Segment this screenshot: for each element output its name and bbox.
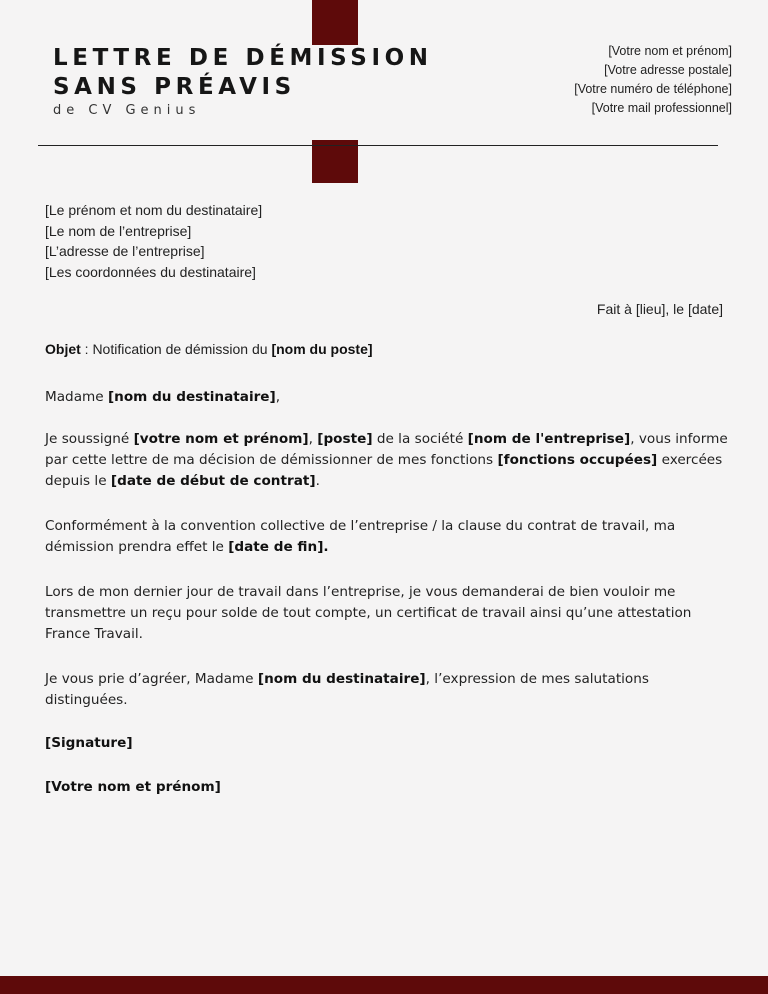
paragraph-resignation	[45, 429, 735, 492]
signature	[45, 733, 735, 754]
signer-name-label: [Votre nom et prénom]	[45, 779, 221, 795]
p1-text: Je soussigné	[45, 431, 134, 447]
recipient-block	[45, 200, 262, 282]
p1-text: ,	[308, 431, 318, 447]
p1-position: [poste]	[317, 431, 373, 447]
sender-address: [Votre adresse postale]	[604, 63, 732, 77]
signature-label: [Signature]	[45, 735, 133, 751]
subject-label: Objet	[45, 341, 81, 357]
p1-text: exercées depuis le	[45, 452, 723, 489]
bottom-accent-bar	[0, 976, 768, 994]
sender-email: [Votre mail professionnel]	[591, 101, 732, 115]
recipient-name: [Le prénom et nom du destinataire]	[45, 202, 263, 218]
subject-position: [nom du poste]	[271, 341, 373, 357]
sender-phone: [Votre numéro de téléphone]	[574, 82, 732, 96]
title-line-1: LETTRE DE DÉMISSION	[53, 45, 433, 71]
sender-block	[574, 42, 732, 118]
signer-name	[45, 777, 735, 798]
p1-text: , vous informe par cette lettre de ma décision de démissionner de mes fonctions	[45, 431, 728, 468]
p1-start-date: [date de début de contrat]	[110, 473, 316, 489]
paragraph-documents: Lors de mon dernier jour de travail dans l’entreprise, je vous demanderai de bien vouloir me transmettre un reçu pour solde de tout compte, un certificat de travail ainsi qu’une attestation France Travail.	[45, 584, 692, 642]
greeting-end: ,	[275, 389, 281, 405]
p1-functions: [fonctions occupées]	[497, 452, 658, 468]
subject-text: : Notification de démission du	[80, 341, 272, 357]
document-subtitle: de CV Genius	[53, 103, 201, 118]
closing-text: , l’expression de mes salutations distinguées.	[45, 671, 649, 708]
recipient-company: [Le nom de l’entreprise]	[45, 222, 192, 239]
title-line-2: SANS PRÉAVIS	[53, 74, 296, 100]
recipient-contact: [Les coordonnées du destinataire]	[45, 263, 256, 280]
p1-text: .	[315, 473, 320, 489]
document-title	[53, 44, 433, 102]
greeting	[45, 387, 735, 408]
header-divider	[38, 145, 718, 146]
top-accent-block	[312, 0, 358, 45]
sender-name: [Votre nom et prénom]	[608, 44, 732, 58]
greeting-recipient: [nom du destinataire]	[107, 389, 276, 405]
p1-company: [nom de l'entreprise]	[467, 431, 631, 447]
closing-text: Je vous prie d’agréer, Madame	[45, 671, 258, 687]
closing-recipient: [nom du destinataire]	[257, 671, 426, 687]
middle-accent-block	[312, 140, 358, 183]
place-and-date: Fait à [lieu], le [date]	[596, 301, 723, 317]
p1-name: [votre nom et prénom]	[133, 431, 309, 447]
greeting-text: Madame	[45, 389, 108, 405]
p1-text: de la société	[372, 431, 468, 447]
p2-end-date: [date de fin].	[228, 539, 329, 555]
paragraph-closing	[45, 669, 735, 711]
recipient-address: [L’adresse de l’entreprise]	[45, 243, 205, 259]
p2-text: Conformément à la convention collective de l’entreprise / la clause du contrat de travail, ma démission prendra effet le	[45, 518, 676, 555]
subject-line	[45, 341, 373, 357]
paragraph-effective-date	[45, 516, 735, 558]
